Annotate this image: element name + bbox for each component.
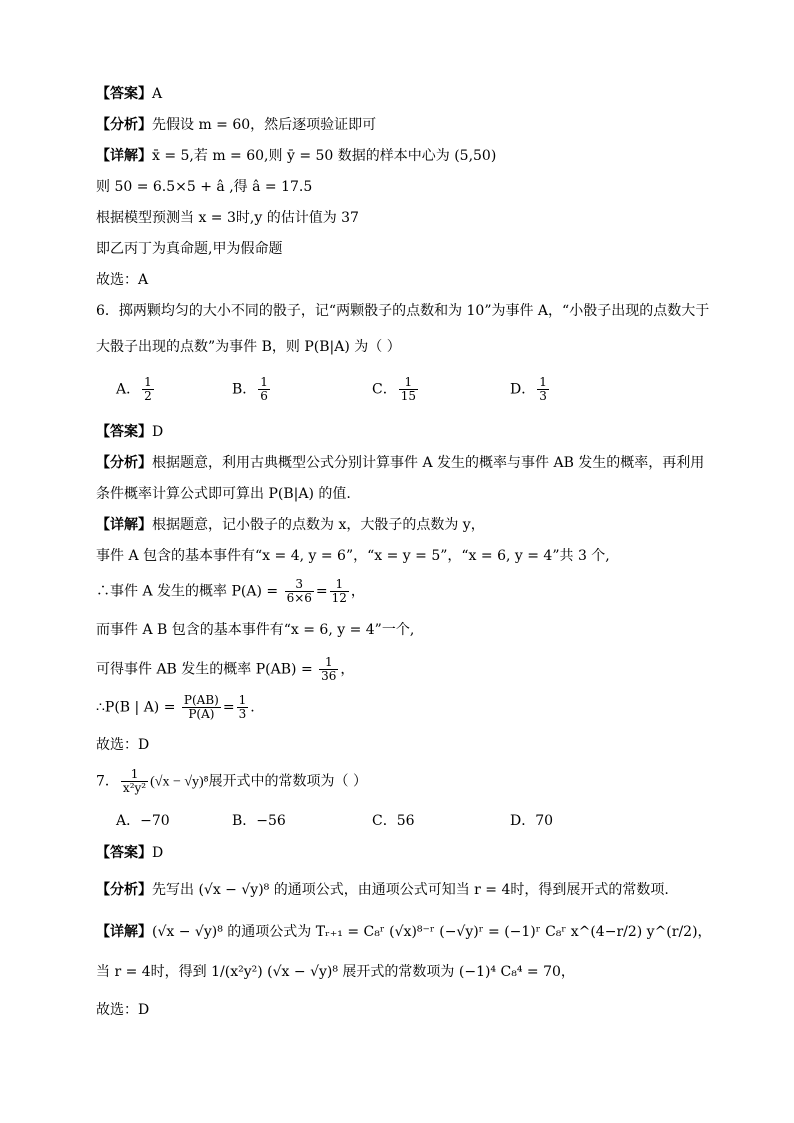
q6-detail-line6: ∴P(B | A) = $\frac{P(AB)}{P(A)}$ = $\frac{1}{3}$ .	[96, 693, 255, 721]
answer-label: 【答案】	[96, 86, 152, 102]
q6-analysis-line2: 条件概率计算公式即可算出 P(B|A) 的值.	[96, 486, 351, 502]
answer-label: 【答案】	[96, 845, 152, 861]
q6-detail-line1	[96, 515, 485, 535]
analysis-label: 【分析】	[96, 455, 152, 471]
q6-analysis-1: 根据题意，利用古典概型公式分别计算事件 A 发生的概率与事件 AB 发生的概率，再利用	[152, 455, 705, 471]
fraction: $\frac{1}{6}$	[260, 375, 268, 403]
fraction: $\frac{1}{3}$	[539, 375, 547, 403]
q6-detail-line5: 可得事件 AB 发生的概率 P(AB) = $\frac{1}{36}$ ，	[96, 655, 355, 683]
q6-detail-line4: 而事件 A B 包含的基本事件有“x = 6, y = 4”一个,	[96, 622, 415, 638]
s5-detail-line1	[96, 146, 496, 166]
detail-label: 【详解】	[96, 517, 152, 533]
fraction: $\frac{1}{12}$	[331, 577, 347, 605]
s5-answer: A	[152, 86, 163, 102]
fraction: $\frac{1}{3}$	[238, 693, 247, 721]
s5-detail-line3: 根据模型预测当 x = 3时,y 的估计值为 37	[96, 210, 359, 226]
answer-label: 【答案】	[96, 424, 152, 440]
q6-stem-line1: 6．掷两颗均匀的大小不同的骰子，记“两颗骰子的点数和为 10”为事件 A，“小骰子出现的点数大于	[96, 303, 710, 319]
fraction: $\frac{P(AB)}{P(A)}$	[183, 693, 219, 721]
fraction: $\frac{3}{6\times 6}$	[286, 577, 312, 605]
q7-detail-line1	[96, 922, 712, 942]
q7-detail-line2: 当 r = 4时，得到 1/(x²y²) (√x − √y)⁸ 展开式的常数项为 (−1)⁴ C₈⁴ = 70，	[96, 964, 575, 980]
detail-label: 【详解】	[96, 148, 152, 164]
q6-option-b: B． $\frac{1}{6}$	[232, 375, 268, 403]
q7-choose: 故选：D	[96, 1002, 150, 1018]
q7-analysis-line	[96, 880, 669, 900]
analysis-label: 【分析】	[96, 882, 152, 898]
q6-stem-line2: 大骰子出现的点数”为事件 B，则 P(B|A) 为（ ）	[96, 339, 401, 355]
q7-stem: 7． $\frac{1}{\text{x²y²}}$ (√x − √y)⁸展开式中的常数项为（ ）	[96, 767, 368, 795]
q7-analysis: 先写出 (√x − √y)⁸ 的通项公式，由通项公式可知当 r = 4时，得到展开式的常数项.	[152, 882, 669, 898]
q7-detail-1: (√x − √y)⁸ 的通项公式为 Tᵣ₊₁ = C₈ʳ (√x)⁸⁻ʳ (−√y)ʳ = (−1)ʳ C₈ʳ x^(4−r/2) y^(r/2)，	[152, 924, 712, 940]
q7-option-d: D．70	[510, 813, 554, 829]
s5-analysis-line	[96, 115, 376, 135]
q6-detail-line2: 事件 A 包含的基本事件有“x = 4, y = 6”，“x = y = 5”，“x = 6, y = 4”共 3 个,	[96, 548, 610, 564]
s5-analysis: 先假设 m = 60，然后逐项验证即可	[152, 117, 377, 133]
q7-answer-line	[96, 843, 163, 863]
q6-option-a: A． $\frac{1}{2}$	[116, 375, 152, 403]
s5-choose: 故选：A	[96, 272, 149, 288]
q6-detail-1: 根据题意，记小骰子的点数为 x，大骰子的点数为 y，	[152, 517, 485, 533]
analysis-label: 【分析】	[96, 117, 152, 133]
s5-answer-line	[96, 84, 162, 104]
q6-answer-line	[96, 422, 163, 442]
q7-option-a: A．−70	[116, 813, 170, 829]
s5-detail-1: x̄ = 5,若 m = 60,则 ȳ = 50 数据的样本中心为 (5,50)	[152, 148, 497, 164]
q7-option-b: B．−56	[232, 813, 286, 829]
s5-detail-line4: 即乙丙丁为真命题,甲为假命题	[96, 241, 283, 257]
q7-answer: D	[152, 845, 164, 861]
fraction: $\frac{1}{\text{x²y²}}$	[122, 767, 147, 795]
q6-option-d: D． $\frac{1}{3}$	[510, 375, 547, 403]
fraction: $\frac{1}{36}$	[321, 655, 337, 683]
q6-detail-line3: ∴事件 A 发生的概率 P(A) = $\frac{3}{6\times 6}$ = $\frac{1}{12}$ ，	[96, 577, 365, 605]
q7-option-c: C．56	[372, 813, 415, 829]
fraction: $\frac{1}{15}$	[400, 375, 416, 403]
q6-answer: D	[152, 424, 164, 440]
detail-label: 【详解】	[96, 924, 152, 940]
q6-choose: 故选：D	[96, 737, 150, 753]
s5-detail-line2: 则 50 = 6.5×5 + â ,得 â = 17.5	[96, 179, 313, 195]
q6-analysis-line1	[96, 453, 704, 473]
fraction: $\frac{1}{2}$	[144, 375, 152, 403]
q6-option-c: C． $\frac{1}{15}$	[372, 375, 416, 403]
